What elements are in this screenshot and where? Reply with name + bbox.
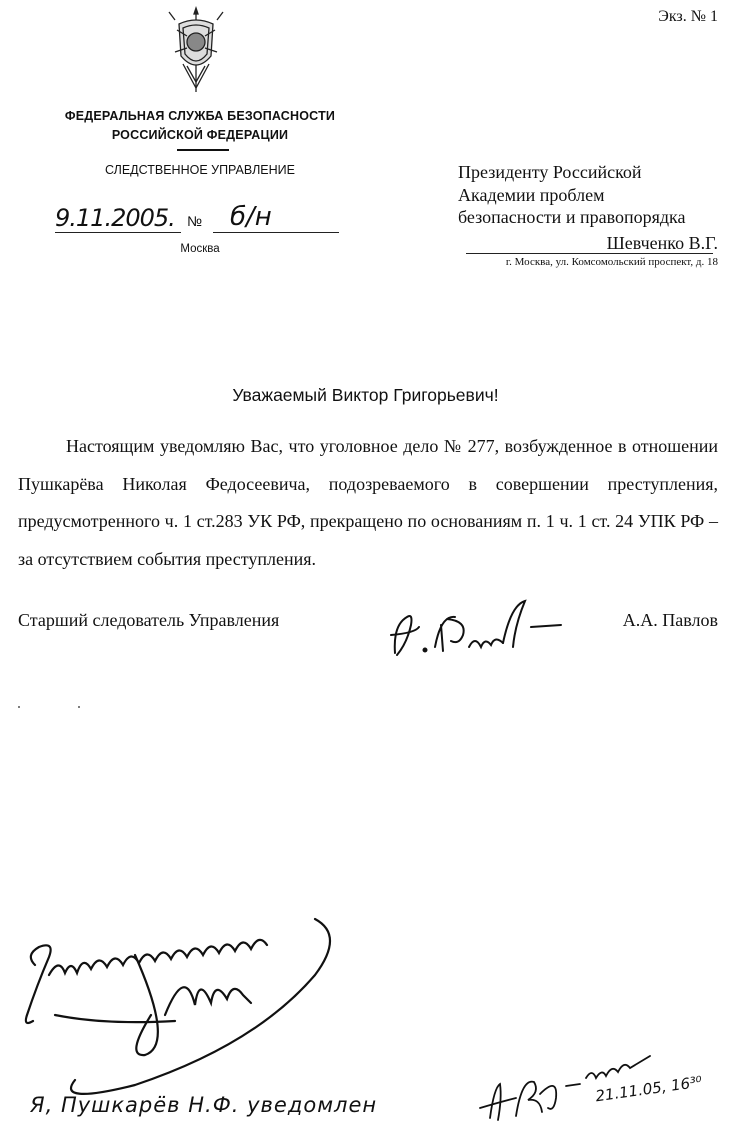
- recipient-line-3: безопасности и правопорядка: [458, 207, 686, 227]
- recipient-line-2: Академии проблем: [458, 184, 605, 205]
- scan-speck: [18, 706, 20, 708]
- recipient-block: [458, 161, 685, 229]
- recipient-address: г. Москва, ул. Комсомольский проспект, д. 18: [505, 256, 718, 268]
- document-date: 9.11.2005.: [55, 204, 175, 232]
- signer-title: Старший следователь Управления: [18, 610, 280, 630]
- scan-speck: [78, 706, 80, 708]
- recipient-underline: [466, 253, 713, 254]
- acknowledgement-timestamp: 21.11.05, 16³⁰: [594, 1072, 704, 1106]
- signature-pavlov: [385, 595, 565, 665]
- organization-name: [40, 107, 360, 145]
- signer-name: А.А. Павлов: [622, 610, 718, 630]
- document-number: б/н: [230, 202, 272, 232]
- date-underline: [55, 232, 181, 233]
- org-line-1: ФЕДЕРАЛЬНАЯ СЛУЖБА БЕЗОПАСНОСТИ: [64, 109, 336, 123]
- signature-pushkarev: [15, 895, 405, 1125]
- acknowledgement-note: Я, Пушкарёв Н.Ф. уведомлен: [30, 1093, 378, 1117]
- recipient-name: Шевченко В.Г.: [606, 233, 718, 253]
- letter-body: [18, 428, 718, 578]
- recipient-line-1: Президенту Российской: [458, 162, 642, 182]
- fsb-emblem-icon: [165, 4, 227, 96]
- org-divider: [177, 149, 229, 151]
- city: Москва: [180, 243, 220, 255]
- letter-body-text: Настоящим уведомляю Вас, что уголовное дело № 277, возбужденное в отношении Пушкарёва Николая Федосеевича, подозреваемого в совершении преступления, предусмотренного ч. 1 ст.283 УК РФ, прекращено по основаниям п. 1 ч. 1 ст. 24 УПК РФ – за отсутствием события преступления.: [18, 436, 718, 569]
- salutation: Уважаемый Виктор Григорьевич!: [232, 385, 499, 405]
- number-underline: [213, 232, 339, 233]
- org-line-2: РОССИЙСКОЙ ФЕДЕРАЦИИ: [111, 128, 289, 142]
- number-label: №: [187, 213, 203, 229]
- copy-number: Экз. № 1: [658, 8, 718, 25]
- department: СЛЕДСТВЕННОЕ УПРАВЛЕНИЕ: [105, 163, 295, 177]
